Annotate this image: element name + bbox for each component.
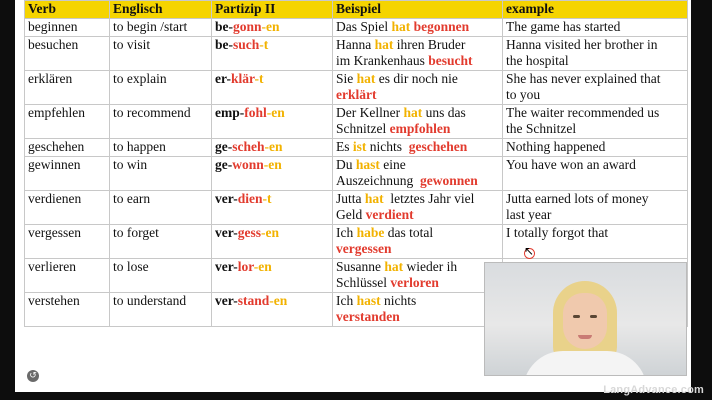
- example-cell: [503, 37, 688, 71]
- example-segment: vergessen: [336, 241, 392, 256]
- table-row: [25, 225, 688, 259]
- table-row: [25, 157, 688, 191]
- presenter-webcam: [484, 262, 687, 376]
- example-segment: empfohlen: [389, 121, 451, 136]
- participle-segment: scheh: [232, 139, 265, 154]
- header-example: example: [503, 1, 688, 19]
- presenter-mouth: [578, 335, 592, 339]
- example-segment: im Krankenhaus: [336, 53, 429, 68]
- example-line: the Schnitzel: [506, 121, 577, 136]
- participle-segment: -en: [263, 157, 282, 172]
- presenter-shirt: [523, 351, 647, 376]
- beispiel-cell: [333, 225, 503, 259]
- table-row: [25, 71, 688, 105]
- example-cell: [503, 157, 688, 191]
- presenter-face: [563, 293, 607, 349]
- example-cell: [503, 105, 688, 139]
- example-segment: nichts: [366, 139, 409, 154]
- example-line: last year: [506, 207, 552, 222]
- example-segment: Du: [336, 157, 356, 172]
- example-segment: Hanna: [336, 37, 375, 52]
- participle-segment: -en: [264, 139, 283, 154]
- participle-cell: [212, 71, 333, 105]
- verb-cell: beginnen: [25, 19, 110, 37]
- english-cell: to forget: [110, 225, 212, 259]
- example-segment: hat: [356, 71, 376, 86]
- beispiel-cell: [333, 71, 503, 105]
- english-cell: to recommend: [110, 105, 212, 139]
- example-segment: es dir noch nie: [375, 71, 458, 86]
- example-segment: Ich: [336, 293, 357, 308]
- participle-segment: klär: [230, 71, 255, 86]
- table-header-row: [25, 1, 688, 19]
- header-beispiel: Beispiel: [333, 1, 503, 19]
- participle-cell: [212, 259, 333, 293]
- participle-segment: -en: [253, 259, 272, 274]
- participle-cell: [212, 157, 333, 191]
- beispiel-cell: [333, 293, 503, 327]
- header-partizip: Partizip II: [212, 1, 333, 19]
- verb-cell: empfehlen: [25, 105, 110, 139]
- english-cell: to happen: [110, 139, 212, 157]
- lesson-slide: [15, 0, 691, 392]
- participle-segment: ver-: [215, 191, 238, 206]
- example-segment: ihren Bruder: [393, 37, 466, 52]
- verb-cell: gewinnen: [25, 157, 110, 191]
- example-segment: Das Spiel: [336, 19, 392, 34]
- example-segment: hat: [391, 19, 411, 34]
- participle-segment: emp-: [215, 105, 245, 120]
- participle-segment: -en: [260, 225, 279, 240]
- table-row: [25, 105, 688, 139]
- example-segment: Ich: [336, 225, 357, 240]
- example-line: She has never explained that: [506, 71, 661, 86]
- verb-cell: besuchen: [25, 37, 110, 71]
- example-cell: [503, 19, 688, 37]
- example-line: the hospital: [506, 53, 569, 68]
- participle-segment: fohl: [244, 105, 267, 120]
- example-line: The waiter recommended us: [506, 105, 660, 120]
- beispiel-cell: [333, 259, 503, 293]
- example-line: Jutta earned lots of money: [506, 191, 649, 206]
- example-segment: hat: [364, 191, 384, 206]
- example-line: I totally forgot that: [506, 225, 609, 240]
- example-segment: nichts: [380, 293, 417, 308]
- participle-segment: -en: [269, 293, 288, 308]
- beispiel-cell: [333, 105, 503, 139]
- example-segment: Auszeichnung: [336, 173, 420, 188]
- participle-cell: [212, 19, 333, 37]
- beispiel-cell: [333, 19, 503, 37]
- participle-segment: gess: [237, 225, 261, 240]
- example-segment: hat: [403, 105, 423, 120]
- header-verb: Verb: [25, 1, 110, 19]
- english-cell: to explain: [110, 71, 212, 105]
- participle-segment: lor: [237, 259, 254, 274]
- example-segment: geschehen: [408, 139, 468, 154]
- participle-segment: be-: [215, 37, 233, 52]
- example-segment: erklärt: [336, 87, 377, 102]
- participle-segment: wonn: [232, 157, 264, 172]
- example-segment: eine: [379, 157, 406, 172]
- english-cell: to understand: [110, 293, 212, 327]
- participle-cell: [212, 37, 333, 71]
- participle-segment: ver-: [215, 259, 238, 274]
- table-row: [25, 191, 688, 225]
- participle-segment: ge-: [215, 157, 233, 172]
- participle-segment: be-: [215, 19, 233, 34]
- example-segment: letztes Jahr viel: [383, 191, 475, 206]
- example-line: Hanna visited her brother in: [506, 37, 658, 52]
- participle-segment: stand: [237, 293, 270, 308]
- verb-cell: geschehen: [25, 139, 110, 157]
- participle-segment: such: [233, 37, 260, 52]
- participle-segment: ver-: [215, 225, 238, 240]
- example-segment: Es: [336, 139, 353, 154]
- participle-cell: [212, 139, 333, 157]
- participle-segment: dien: [237, 191, 263, 206]
- example-line: to you: [506, 87, 541, 102]
- participle-segment: -en: [261, 19, 280, 34]
- example-cell: [503, 139, 688, 157]
- example-segment: hat: [384, 259, 404, 274]
- example-segment: hast: [356, 293, 381, 308]
- header-englisch: Englisch: [110, 1, 212, 19]
- example-segment: gewonnen: [419, 173, 478, 188]
- verb-cell: verlieren: [25, 259, 110, 293]
- example-segment: besucht: [428, 53, 473, 68]
- example-line: The game has started: [506, 19, 621, 34]
- participle-segment: ge-: [215, 139, 233, 154]
- presenter-eye: [573, 315, 580, 318]
- example-segment: Susanne: [336, 259, 385, 274]
- verb-cell: erklären: [25, 71, 110, 105]
- example-cell: [503, 71, 688, 105]
- participle-segment: -t: [262, 191, 272, 206]
- example-segment: Jutta: [336, 191, 365, 206]
- watermark: LangAdvance.com: [603, 384, 704, 396]
- example-segment: verdient: [365, 207, 414, 222]
- example-segment: Schnitzel: [336, 121, 390, 136]
- example-segment: Sie: [336, 71, 357, 86]
- participle-segment: ver-: [215, 293, 238, 308]
- example-segment: wieder ih: [403, 259, 458, 274]
- table-row: [25, 19, 688, 37]
- participle-cell: [212, 225, 333, 259]
- example-line: You have won an award: [506, 157, 636, 172]
- english-cell: to earn: [110, 191, 212, 225]
- circular-arrow-icon[interactable]: ↺: [27, 370, 39, 382]
- example-segment: hat: [374, 37, 394, 52]
- example-segment: Der Kellner: [336, 105, 404, 120]
- participle-cell: [212, 191, 333, 225]
- example-segment: habe: [356, 225, 385, 240]
- example-segment: hast: [355, 157, 380, 172]
- example-segment: ist: [352, 139, 367, 154]
- beispiel-cell: [333, 191, 503, 225]
- example-segment: verloren: [390, 275, 439, 290]
- beispiel-cell: [333, 139, 503, 157]
- example-segment: verstanden: [336, 309, 400, 324]
- example-line: Nothing happened: [506, 139, 606, 154]
- beispiel-cell: [333, 37, 503, 71]
- participle-segment: er-: [215, 71, 231, 86]
- participle-segment: gonn: [233, 19, 262, 34]
- participle-cell: [212, 105, 333, 139]
- example-segment: Geld: [336, 207, 366, 222]
- english-cell: to visit: [110, 37, 212, 71]
- verb-cell: verstehen: [25, 293, 110, 327]
- example-segment: Schlüssel: [336, 275, 391, 290]
- english-cell: to win: [110, 157, 212, 191]
- example-segment: das total: [384, 225, 434, 240]
- example-segment: uns das: [422, 105, 466, 120]
- english-cell: to begin /start: [110, 19, 212, 37]
- mouse-pointer-icon: ↖: [524, 244, 535, 258]
- participle-segment: -en: [266, 105, 285, 120]
- example-cell: [503, 191, 688, 225]
- participle-segment: -t: [254, 71, 264, 86]
- table-row: [25, 37, 688, 71]
- verb-cell: verdienen: [25, 191, 110, 225]
- table-row: [25, 139, 688, 157]
- participle-cell: [212, 293, 333, 327]
- english-cell: to lose: [110, 259, 212, 293]
- verb-cell: vergessen: [25, 225, 110, 259]
- example-segment: begonnen: [410, 19, 470, 34]
- beispiel-cell: [333, 157, 503, 191]
- participle-segment: -t: [259, 37, 269, 52]
- presenter-eye: [590, 315, 597, 318]
